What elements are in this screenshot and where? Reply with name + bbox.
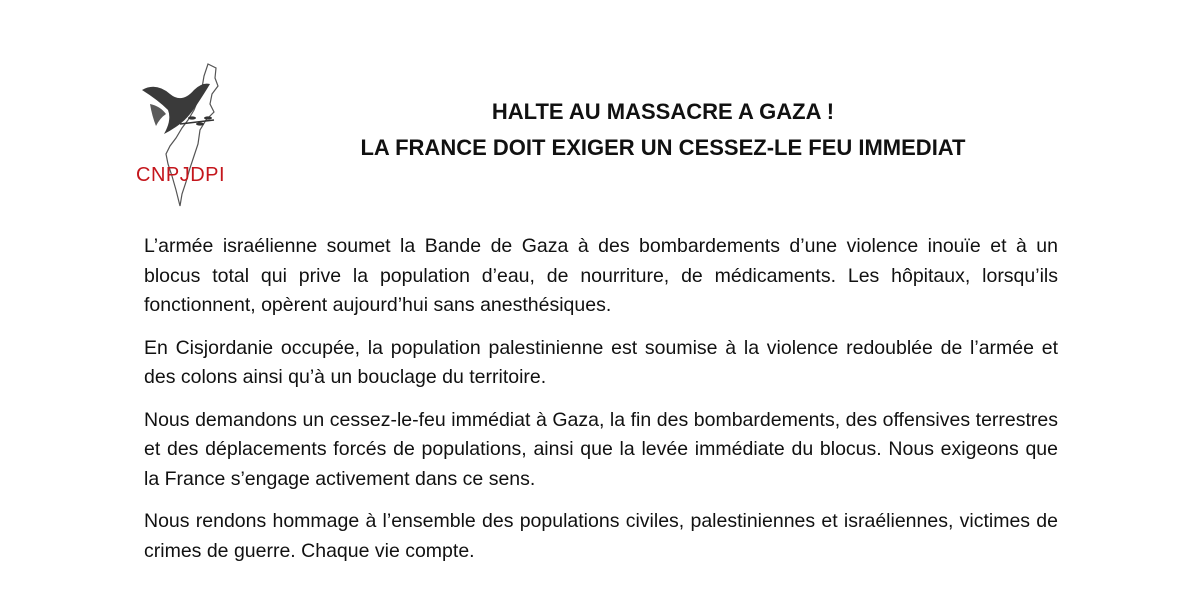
dove-map-icon (136, 60, 236, 210)
title-line-2: LA FRANCE DOIT EXIGER UN CESSEZ-LE FEU IMMEDIAT (360, 135, 966, 160)
paragraph: En Cisjordanie occupée, la population palestinienne est soumise à la violence redoublée de l’armée et des colons ainsi qu’à un bouclage du territoire. (144, 336, 1058, 388)
paragraph: Nous rendons hommage à l’ensemble des populations civiles, palestiniennes et israéliennes, victimes de crimes de guerre. Chaque vie compte. (144, 510, 1058, 562)
organization-logo (136, 60, 236, 210)
paragraph: L’armée israélienne soumet la Bande de Gaza à des bombardements d’une violence inouïe et à un blocus total qui prive la population d’eau, de nourriture, de médicaments. Les hôpitaux, lorsqu’ils fonctionnent, opèrent aujourd’hui sans anesthésiques. (144, 235, 1058, 316)
paragraph: Nous demandons un cessez-le-feu immédiat à Gaza, la fin des bombardements, des offensives terrestres et des déplacements forcés de populations, ainsi que la levée immédiate du blocus. Nous exigeons que la France s’engage activement dans ce sens. (144, 408, 1058, 490)
page-title (260, 94, 1066, 166)
document-body (144, 232, 1058, 579)
title-line-1: HALTE AU MASSACRE A GAZA ! (491, 99, 835, 124)
logo-label: CNPJDPI (136, 164, 226, 186)
